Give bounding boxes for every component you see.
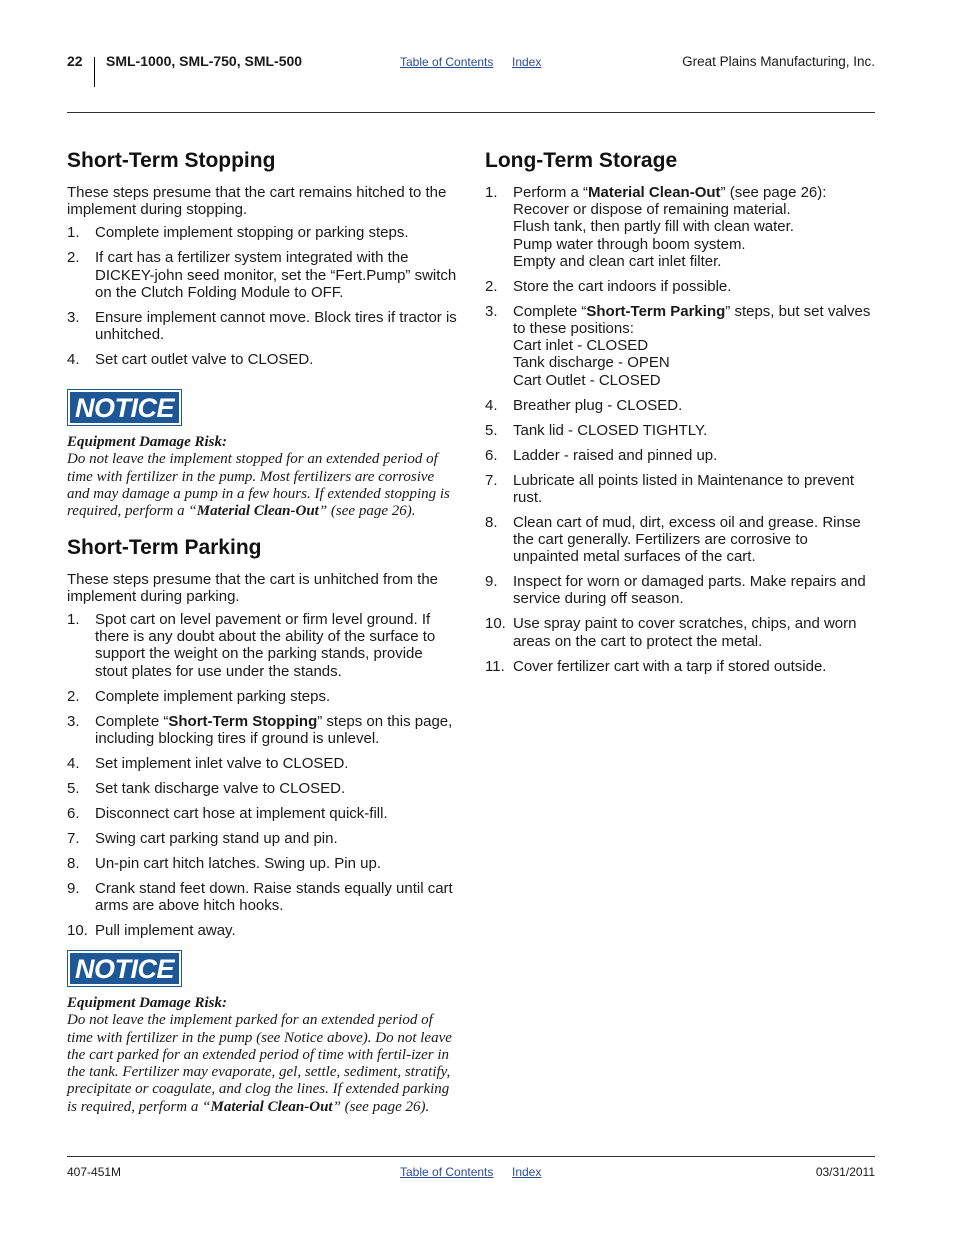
list-item: 1. Spot cart on level pavement or firm level ground. If there is any doubt about the ability of the surface to support the weight on the parking stands, provide stout plates for use under the stands. (67, 610, 436, 680)
list-item: 2. Store the cart indoors if possible. (485, 277, 732, 295)
list-item: 3. Ensure implement cannot move. Block tires if tractor is unhitched. (67, 308, 457, 344)
list-item: 6. Ladder - raised and pinned up. (485, 446, 718, 464)
company-name: Great Plains Manufacturing, Inc. (682, 54, 875, 69)
header-divider (94, 57, 95, 87)
list-item: 8. Un-pin cart hitch latches. Swing up. Pin up. (67, 854, 381, 872)
list-item: 2. Complete implement parking steps. (67, 687, 331, 705)
document-date: 03/31/2011 (815, 1165, 875, 1179)
section-title: Short-Term Stopping (67, 149, 276, 172)
list-item: 3. Complete “Short-Term Parking” steps, but set valves to these positions: Cart inlet - CLOSED Tank discharge - OPEN Cart Outlet - CLOSED (485, 302, 871, 389)
long-term-storage-section (485, 148, 877, 675)
notice-title: Equipment Damage Risk: (67, 994, 228, 1011)
list-item: 7. Lubricate all points listed in Maintenance to prevent rust. (485, 471, 855, 506)
list-item: 4. Breather plug - CLOSED. (485, 396, 683, 414)
list-item: 4. Set cart outlet valve to CLOSED. (67, 351, 314, 369)
header-toc-link[interactable]: Table of Contents (400, 55, 494, 69)
section-title: Short-Term Parking (67, 535, 262, 559)
short-term-parking-section (67, 535, 459, 940)
short-term-stopping-section (67, 148, 459, 368)
list-item: 2. If cart has a fertilizer system integrated with the DICKEY-john seed monitor, set the “Fert.Pump” switch on the Clutch Folding Module to OFF. (67, 249, 457, 301)
list-item: 3. Complete “Short-Term Stopping” steps on this page, including blocking tires if ground is unlevel. (67, 712, 453, 747)
notice-label: NOTICE (68, 951, 181, 986)
notice-text: Do not leave the implement parked for an extended period of time with fertilizer in the pump (see Notice above). Do not leave the cart parked for an extended period of time with fertil-izer in the tank. Fertilizer may evaporate, gel, settle, sediment, stratify, precipitate or coagulate, and clog the lines. If extended parking is required, perform a “Material Clean-Out” (see page 26). (67, 1012, 452, 1115)
notice-text: Do not leave the implement stopped for an extended period of time with fertilizer in the pump. Most fertilizers are corrosive and may damage a pump in a few hours. If extended stopping is required, perform a “Material Clean-Out” (see page 26). (67, 451, 450, 520)
right-column (485, 148, 877, 683)
section-intro: These steps presume that the cart is unhitched from the implement during parking. (67, 570, 439, 605)
list-item: 10. Use spray paint to cover scratches, chips, and worn areas on the cart to protect the metal. (485, 615, 857, 650)
left-column (67, 148, 459, 1116)
parking-steps (67, 611, 459, 939)
notice-label: NOTICE (68, 390, 181, 425)
list-item: 10. Pull implement away. (67, 921, 236, 939)
list-item: 7. Swing cart parking stand up and pin. (67, 829, 338, 847)
list-item: 1. Perform a “Material Clean-Out” (see page 26): Recover or dispose of remaining material. Flush tank, then partly fill with clean water. Pump water through boom system. Empty and clean cart inlet filter. (485, 184, 827, 270)
storage-steps-continued (485, 397, 877, 675)
list-item: 11. Cover fertilizer cart with a tarp if stored outside. (485, 657, 827, 675)
list-item: 5. Tank lid - CLOSED TIGHTLY. (485, 421, 708, 439)
footer-toc-link[interactable]: Table of Contents (400, 1165, 494, 1179)
list-item: 5. Set tank discharge valve to CLOSED. (67, 779, 346, 797)
section-title: Long-Term Storage (485, 149, 678, 172)
list-item: 9. Crank stand feet down. Raise stands equally until cart arms are above hitch hooks. (67, 879, 453, 914)
document-id: 407-451M (67, 1165, 122, 1179)
header-index-link[interactable]: Index (512, 55, 542, 69)
notice-block-2 (67, 947, 459, 1116)
footer-rule (67, 1156, 875, 1157)
section-intro: These steps presume that the cart remains hitched to the implement during stopping. (67, 184, 447, 219)
header-rule (67, 112, 875, 113)
list-item: 9. Inspect for worn or damaged parts. Make repairs and service during off season. (485, 573, 866, 608)
model-title: SML-1000, SML-750, SML-500 (106, 53, 303, 69)
stopping-steps (67, 224, 459, 368)
list-item: 1. Complete implement stopping or parking steps. (67, 224, 409, 242)
list-item: 8. Clean cart of mud, dirt, excess oil and grease. Rinse the cart generally. Fertilizers are corrosive to unpainted metal surfaces of the cart. (485, 513, 861, 566)
storage-steps (485, 184, 877, 389)
notice-title: Equipment Damage Risk: (67, 434, 228, 451)
list-item: 4. Set implement inlet valve to CLOSED. (67, 754, 349, 772)
notice-block-1 (67, 376, 459, 520)
list-item: 6. Disconnect cart hose at implement quick-fill. (67, 804, 388, 822)
page-number: 22 (67, 53, 83, 69)
footer-index-link[interactable]: Index (512, 1165, 542, 1179)
